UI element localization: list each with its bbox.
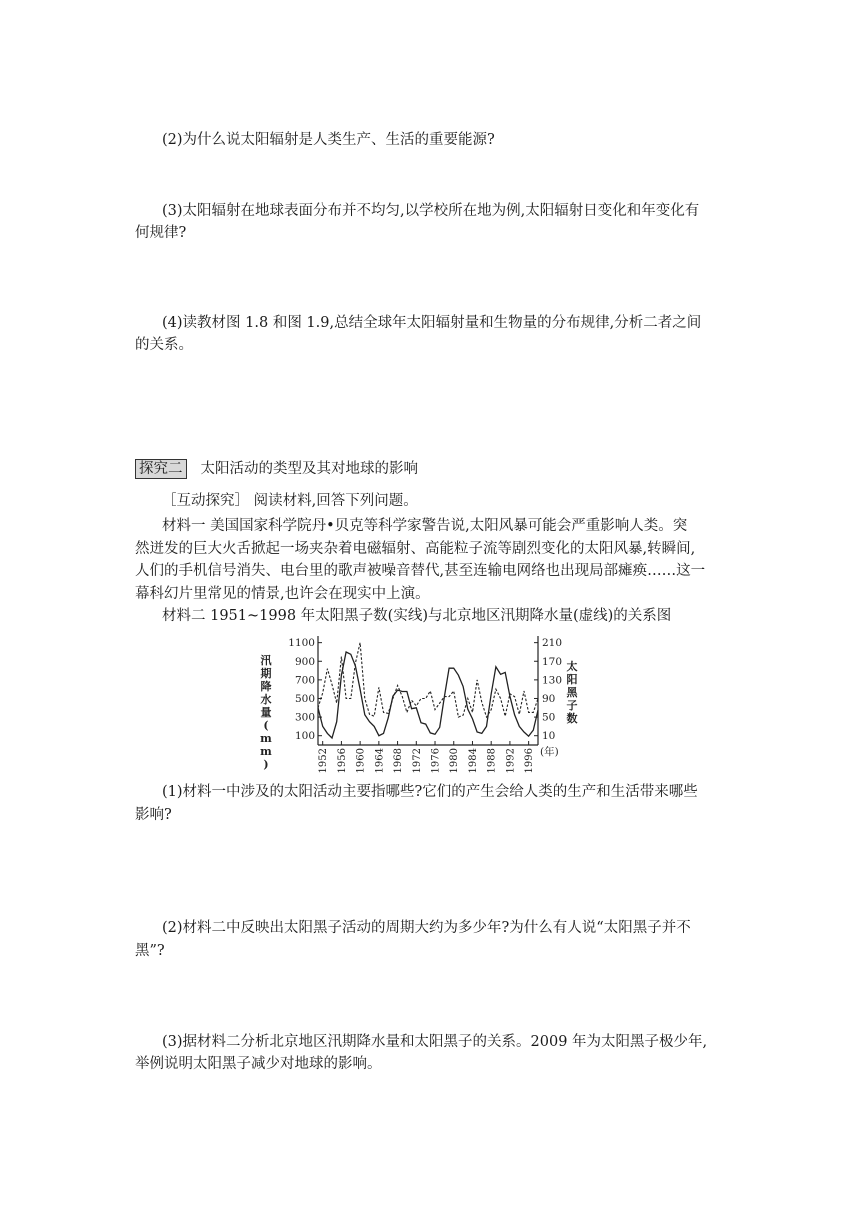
right-tick-label: 50 [542, 711, 556, 724]
left-axis-label [260, 653, 272, 771]
right-axis-label-char: 太 [566, 660, 578, 673]
question-p3-line-2: 举例说明太阳黑子减少对地球的影响。 [135, 1056, 382, 1072]
left-axis-label-char: ( [263, 719, 269, 732]
x-tick-label: 1968 [393, 748, 405, 774]
question-2-text: (2)为什么说太阳辐射是人类生产、生活的重要能源? [162, 132, 495, 148]
right-axis-label-char: 阳 [566, 673, 578, 686]
left-axis-label-char: 期 [260, 667, 272, 680]
right-tick-label: 90 [542, 692, 556, 705]
x-tick-label: 1980 [449, 748, 461, 774]
x-tick-label: 1960 [355, 748, 367, 774]
x-tick-label: 1956 [336, 748, 348, 774]
material-2-caption: 材料二 1951~1998 年太阳黑子数(实线)与北京地区汛期降水量(虚线)的关系图 [162, 608, 672, 624]
material-1-line-2: 然迸发的巨大火舌掀起一场夹杂着电磁辐射、高能粒子流等剧烈变化的太阳风暴,转瞬间, [135, 541, 696, 557]
right-axis-label [567, 659, 579, 725]
x-unit-label: (年) [540, 746, 559, 758]
left-axis-label-char: 降 [260, 680, 272, 693]
section-tag: 探究二 [135, 459, 187, 479]
question-4-line-2: 的关系。 [135, 337, 193, 353]
right-tick-label: 10 [542, 730, 556, 743]
left-tick-label: 300 [294, 711, 315, 724]
left-axis-label-char: m [260, 745, 272, 758]
interactive-intro: ［互动探究］ 阅读材料,回答下列问题。 [162, 493, 418, 509]
right-axis-label-char: 数 [566, 712, 578, 725]
question-3-line-1: (3)太阳辐射在地球表面分布并不均匀,以学校所在地为例,太阳辐射日变化和年变化有 [162, 203, 700, 219]
x-tick-label: 1964 [374, 748, 386, 774]
material-1-line-1: 材料一 美国国家科学院丹•贝克等科学家警告说,太阳风暴可能会严重影响人类。突 [162, 518, 688, 534]
x-tick-label: 1992 [505, 748, 517, 774]
question-4-line-1: (4)读教材图 1.8 和图 1.9,总结全球年太阳辐射量和生物量的分布规律,分析二者之间 [162, 315, 702, 331]
section-title: 太阳活动的类型及其对地球的影响 [200, 461, 418, 477]
right-axis-label-char: 子 [566, 699, 578, 712]
material-1-line-4: 幕科幻片里常见的情景,也许会在现实中上演。 [135, 586, 430, 602]
left-axis-label-char: 水 [260, 693, 272, 706]
x-tick-label: 1952 [318, 748, 330, 774]
question-p1-line-1: (1)材料一中涉及的太阳活动主要指哪些?它们的产生会给人类的生产和生活带来哪些 [162, 784, 698, 800]
left-axis-label-char: m [260, 732, 272, 745]
x-tick-label: 1972 [411, 748, 423, 774]
left-axis-label-char: ) [263, 758, 269, 771]
left-tick-label: 500 [294, 692, 315, 705]
x-tick-label: 1976 [430, 748, 442, 774]
right-tick-label: 210 [542, 637, 563, 650]
left-tick-label: 1100 [288, 637, 315, 650]
x-tick-label: 1996 [524, 748, 536, 774]
sunspot-precipitation-chart [255, 632, 578, 774]
x-tick-label: 1988 [486, 748, 498, 774]
left-tick-label: 900 [294, 655, 315, 668]
question-p2-line-2: 黑”? [135, 943, 165, 959]
left-axis-label-char: 汛 [260, 654, 272, 667]
section-heading [135, 457, 418, 479]
right-axis-label-char: 黑 [566, 686, 578, 699]
question-p1-line-2: 影响? [135, 807, 172, 823]
left-tick-label: 100 [294, 730, 315, 743]
question-p3-line-1: (3)据材料二分析北京地区汛期降水量和太阳黑子的关系。2009 年为太阳黑子极少年, [162, 1034, 708, 1050]
material-1-line-3: 人们的手机信号消失、电台里的歌声被噪音替代,甚至连输电网络也出现局部瘫痪……这一 [135, 563, 706, 579]
question-3-line-2: 何规律? [135, 225, 187, 241]
left-axis-label-char: 量 [260, 706, 272, 719]
question-p2-line-1: (2)材料二中反映出太阳黑子活动的周期大约为多少年?为什么有人说“太阳黑子并不 [162, 920, 691, 936]
left-tick-label: 700 [294, 674, 315, 687]
right-tick-label: 170 [542, 655, 563, 668]
x-tick-label: 1984 [467, 748, 479, 774]
right-tick-label: 130 [542, 674, 563, 687]
